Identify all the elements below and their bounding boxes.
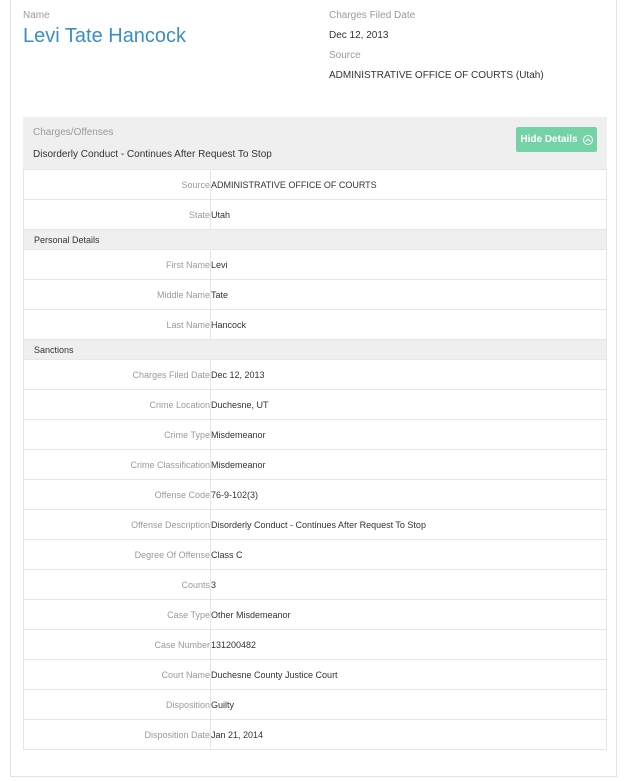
row-value: Dec 12, 2013	[211, 360, 607, 390]
section-header-personal	[24, 230, 607, 250]
hide-details-button[interactable]	[516, 127, 597, 152]
table-row	[24, 510, 607, 540]
row-value: ADMINISTRATIVE OFFICE OF COURTS	[211, 170, 607, 200]
table-row	[24, 540, 607, 570]
table-row	[24, 570, 607, 600]
row-value: Class C	[211, 540, 607, 570]
table-row	[24, 310, 607, 340]
row-value: Duchesne, UT	[211, 390, 607, 420]
row-key: Court Name	[24, 660, 211, 690]
source-value: ADMINISTRATIVE OFFICE OF COURTS (Utah)	[329, 70, 544, 81]
row-value: 3	[211, 570, 607, 600]
row-value: Duchesne County Justice Court	[211, 660, 607, 690]
row-key: Disposition Date	[24, 720, 211, 750]
row-key: Case Number	[24, 630, 211, 660]
row-value: Utah	[211, 200, 607, 230]
row-key: Disposition	[24, 690, 211, 720]
source-label: Source	[329, 50, 361, 61]
table-row	[24, 630, 607, 660]
section-title: Personal Details	[24, 230, 607, 250]
section-title: Sanctions	[24, 340, 607, 360]
charges-filed-value: Dec 12, 2013	[329, 30, 389, 41]
row-key: Last Name	[24, 310, 211, 340]
charges-label: Charges/Offenses	[33, 127, 114, 138]
charges-filed-label: Charges Filed Date	[329, 10, 416, 21]
table-row	[24, 360, 607, 390]
chevron-up-icon	[583, 135, 593, 145]
row-key: Crime Location	[24, 390, 211, 420]
row-value: Levi	[211, 250, 607, 280]
row-value: 76-9-102(3)	[211, 480, 607, 510]
row-key: Counts	[24, 570, 211, 600]
table-row	[24, 200, 607, 230]
table-row	[24, 480, 607, 510]
table-row	[24, 720, 607, 750]
table-row	[24, 660, 607, 690]
row-key: Crime Type	[24, 420, 211, 450]
table-row	[24, 450, 607, 480]
row-key: Source	[24, 170, 211, 200]
row-key: Offense Code	[24, 480, 211, 510]
record-card	[10, 0, 617, 777]
name-block	[23, 10, 186, 48]
table-row	[24, 250, 607, 280]
filing-block	[329, 10, 544, 81]
table-row	[24, 420, 607, 450]
row-value: Other Misdemeanor	[211, 600, 607, 630]
row-key: Charges Filed Date	[24, 360, 211, 390]
section-header-sanctions	[24, 340, 607, 360]
table-row	[24, 690, 607, 720]
row-key: Crime Classification	[24, 450, 211, 480]
row-key: Degree Of Offense	[24, 540, 211, 570]
hide-details-label: Hide Details	[520, 134, 578, 145]
row-key: First Name	[24, 250, 211, 280]
person-name-link[interactable]: Levi Tate Hancock	[23, 25, 187, 47]
details-table	[23, 169, 607, 750]
row-value: Misdemeanor	[211, 420, 607, 450]
table-row	[24, 390, 607, 420]
row-key: Case Type	[24, 600, 211, 630]
row-key: State	[24, 200, 211, 230]
table-row	[24, 170, 607, 200]
offense-title: Disorderly Conduct - Continues After Request To Stop	[33, 149, 272, 160]
name-label: Name	[23, 10, 50, 21]
row-value: Guilty	[211, 690, 607, 720]
row-key: Middle Name	[24, 280, 211, 310]
row-value: 131200482	[211, 630, 607, 660]
row-value: Disorderly Conduct - Continues After Request To Stop	[211, 510, 607, 540]
row-value: Jan 21, 2014	[211, 720, 607, 750]
table-row	[24, 600, 607, 630]
table-row	[24, 280, 607, 310]
row-value: Tate	[211, 280, 607, 310]
row-key: Offense Description	[24, 510, 211, 540]
charges-header	[23, 117, 607, 169]
row-value: Misdemeanor	[211, 450, 607, 480]
row-value: Hancock	[211, 310, 607, 340]
